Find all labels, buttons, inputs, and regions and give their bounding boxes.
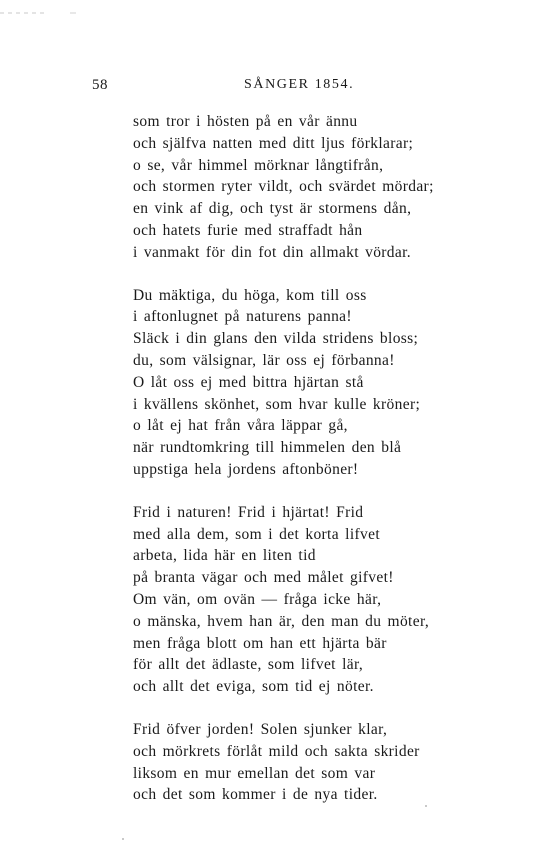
verse-line: liksom en mur emellan det som var xyxy=(133,764,376,782)
verse-line: o mänska, hvem han är, den man du möter, xyxy=(133,612,430,630)
verse-line: i kvällens skönhet, som hvar kulle kröner; xyxy=(133,395,421,413)
poem-body xyxy=(133,111,533,806)
verse-line: på branta vägar och med målet gifvet! xyxy=(133,569,394,587)
stanza-1 xyxy=(133,111,533,264)
verse-line: Släck i din glans den vilda stridens bloss; xyxy=(133,330,419,348)
verse-line: i vanmakt för din fot din allmakt vördar. xyxy=(133,243,412,261)
verse-line: och allt det eviga, som tid ej nöter. xyxy=(133,678,374,696)
scan-artifact-dashes xyxy=(0,12,80,14)
verse-line: Du mäktiga, du höga, kom till oss xyxy=(133,286,367,304)
verse-line: Frid i naturen! Frid i hjärtat! Frid xyxy=(133,503,364,521)
verse-line: men fråga blott om han ett hjärta bär xyxy=(133,634,387,652)
verse-line: Frid öfver jorden! Solen sjunker klar, xyxy=(133,720,388,738)
verse-line: o se, vår himmel mörknar långtifrån, xyxy=(133,156,384,174)
verse-line: O låt oss ej med bittra hjärtan stå xyxy=(133,373,364,391)
verse-line: och stormen ryter vildt, och svärdet mördar; xyxy=(133,178,434,196)
verse-line: arbeta, lida här en liten tid xyxy=(133,547,316,565)
paper-speck xyxy=(122,838,124,840)
verse-line: i aftonlugnet på naturens panna! xyxy=(133,308,352,326)
verse-line: för allt det ädlaste, som lifvet lär, xyxy=(133,656,364,674)
verse-line: och hatets furie med straffadt hån xyxy=(133,221,363,239)
page-header xyxy=(0,73,544,103)
verse-line: uppstiga hela jordens aftonböner! xyxy=(133,460,359,478)
verse-line: en vink af dig, och tyst är stormens dån, xyxy=(133,200,412,218)
verse-line: och mörkrets förlåt mild och sakta skrider xyxy=(133,742,420,760)
page-number: 58 xyxy=(92,77,108,93)
stanza-2 xyxy=(133,285,533,481)
verse-line: och det som kommer i de nya tider. xyxy=(133,786,378,804)
verse-line: du, som välsignar, lär oss ej förbanna! xyxy=(133,351,395,369)
verse-line: som tror i hösten på en vår ännu xyxy=(133,113,358,130)
stanza-4 xyxy=(133,719,533,806)
verse-line: med alla dem, som i det korta lifvet xyxy=(133,525,380,543)
running-head: SÅNGER 1854. xyxy=(244,77,355,92)
verse-line: o låt ej hat från våra läppar gå, xyxy=(133,417,348,435)
verse-line: när rundtomkring till himmelen den blå xyxy=(133,439,402,457)
verse-line: Om vän, om ovän — fråga icke här, xyxy=(133,590,382,608)
paper-speck xyxy=(425,805,427,807)
verse-line: och själfva natten med ditt ljus förklarar; xyxy=(133,134,414,152)
stanza-3 xyxy=(133,502,533,698)
